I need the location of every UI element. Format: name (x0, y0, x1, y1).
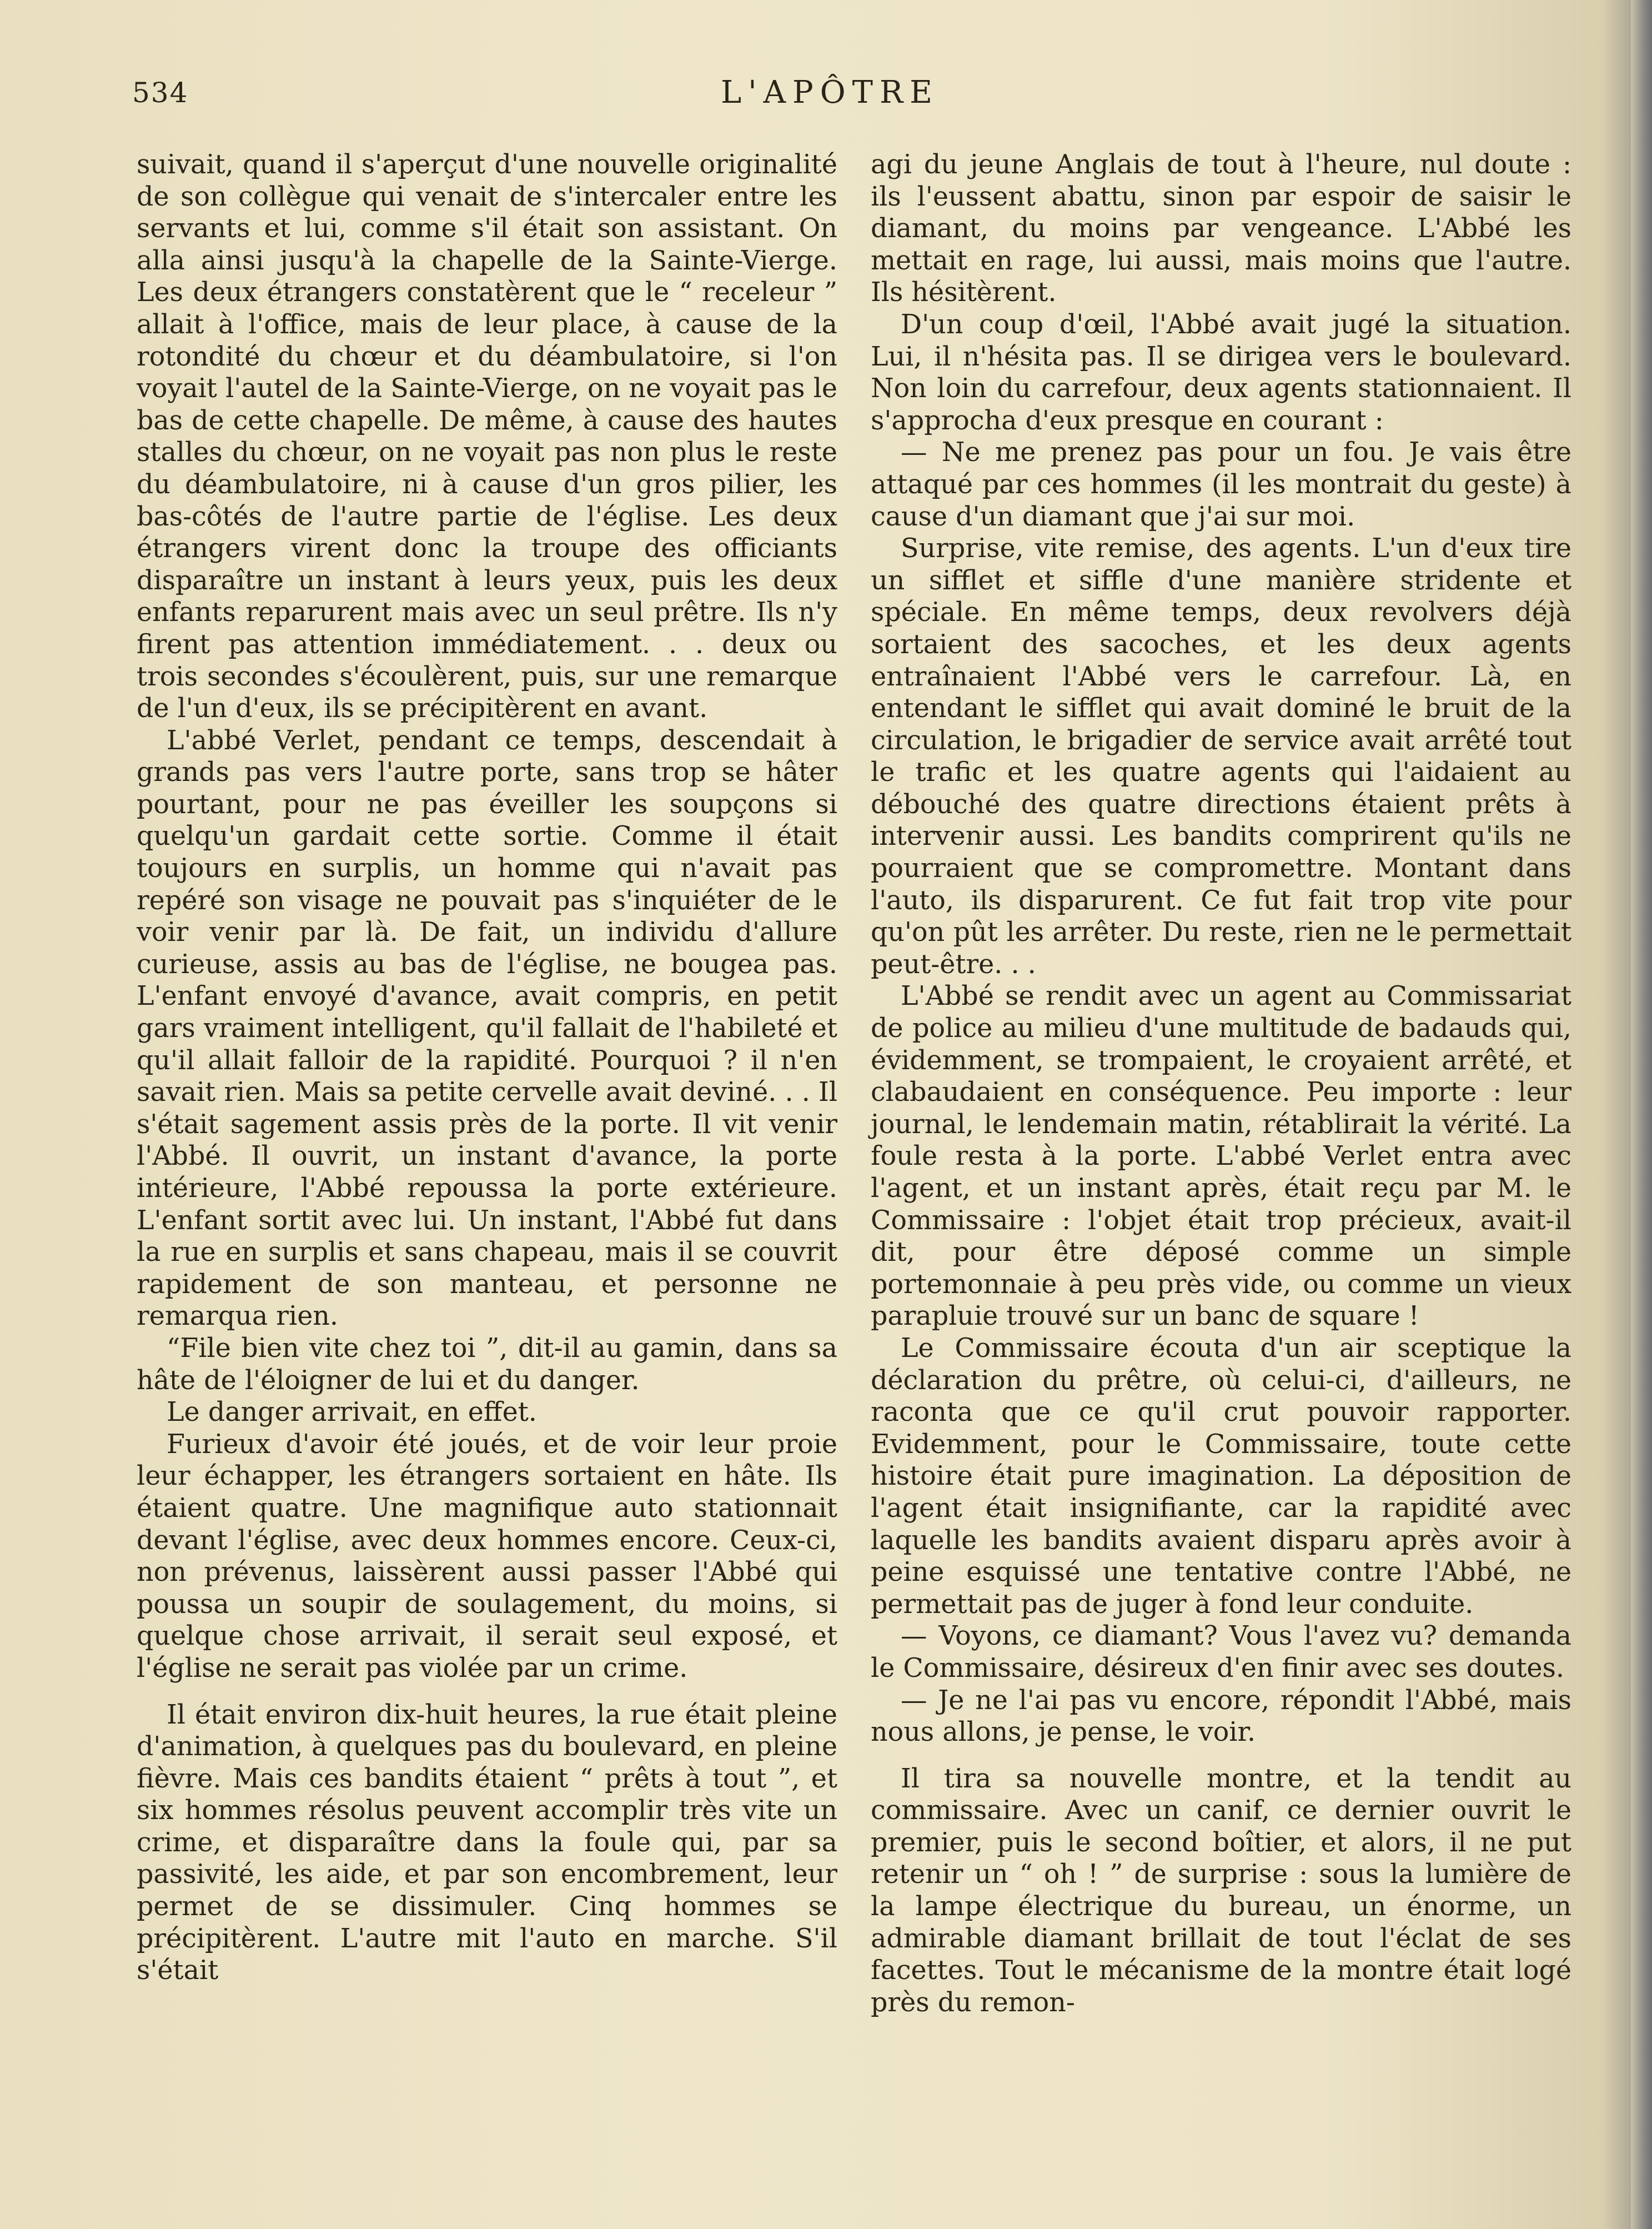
running-header (132, 72, 1554, 117)
paragraph: — Ne me prenez pas pour un fou. Je vais être attaqué par ces hommes (il les montrait du geste) à cause d'un diamant que j'ai sur moi. (871, 437, 1571, 532)
page-edge-shadow (1631, 0, 1652, 2229)
paragraph: D'un coup d'œil, l'Abbé avait jugé la situation. Lui, il n'hésita pas. Il se dirigea vers le boulevard. Non loin du carrefour, deux agents stationnaient. Il s'approcha d'eux presque en courant : (871, 309, 1571, 436)
paragraph: L'abbé Verlet, pendant ce temps, descendait à grands pas vers l'autre porte, sans trop se hâter pourtant, pour ne pas éveiller les soupçons si quelqu'un gardait cette sortie. Comme il était toujours en surplis, un homme qui n'avait pas repéré son visage ne pouvait pas s'inquiéter de le voir venir par là. De fait, un individu d'allure curieuse, assis au bas de l'église, ne bougea pas. L'enfant envoyé d'avance, avait compris, en petit gars vraiment intelligent, qu'il fallait de l'habileté et qu'il allait falloir de la rapidité. Pourquoi ? il n'en savait rien. Mais sa petite cervelle avait deviné. . . Il s'était sagement assis près de la porte. Il vit venir l'Abbé. Il ouvrit, un instant d'avance, la porte intérieure, l'Abbé repoussa la porte extérieure. L'enfant sortit avec lui. Un instant, l'Abbé fut dans la rue en surplis et sans chapeau, mais il se couvrit rapidement de son manteau, et personne ne remarqua rien. (137, 725, 837, 1332)
paragraph: Surprise, vite remise, des agents. L'un d'eux tire un sifflet et siffle d'une manière stridente et spéciale. En même temps, deux revolvers déjà sortaient des sacoches, et les deux agents entraînaient l'Abbé vers le carrefour. Là, en entendant le sifflet qui avait dominé le bruit de la circulation, le brigadier de service avait arrêté tout le trafic et les quatre agents qui l'aidaient au débouché des quatre directions étaient prêts à intervenir aussi. Les bandits comprirent qu'ils ne pourraient que se compromettre. Montant dans l'auto, ils disparurent. Ce fut fait trop vite pour qu'on pût les arrêter. Du reste, rien ne le permettait peut-être. . . (871, 533, 1571, 980)
right-column (871, 149, 1571, 2018)
paragraph: Furieux d'avoir été joués, et de voir leur proie leur échapper, les étrangers sortaient en hâte. Ils étaient quatre. Une magnifique auto stationnait devant l'église, avec deux hommes encore. Ceux-ci, non prévenus, laissèrent aussi passer l'Abbé qui poussa un soupir de soulagement, du moins, si quelque chose arrivait, il serait seul exposé, et l'église ne serait pas violée par un crime. (137, 1429, 837, 1684)
paragraph: “File bien vite chez toi ”, dit-il au gamin, dans sa hâte de l'éloigner de lui et du danger. (137, 1333, 837, 1396)
paragraph: — Voyons, ce diamant? Vous l'avez vu? demanda le Commissaire, désireux d'en finir avec ses doutes. (871, 1621, 1571, 1684)
paragraph: Le danger arrivait, en effet. (167, 1397, 537, 1428)
paragraph: Il tira sa nouvelle montre, et la tendit au commissaire. Avec un canif, ce dernier ouvrit le premier, puis le second boîtier, et alors, il ne put retenir un “ oh ! ” de surprise : sous la lumière de la lampe électrique du bureau, un énorme, un admirable diamant brillait de tout l'éclat de ses facettes. Tout le mécanisme de la montre était logé près du remon- (871, 1763, 1571, 2018)
paragraph: suivait, quand il s'aperçut d'une nouvelle originalité de son collègue qui venait de s'intercaler entre les servants et lui, comme s'il était son assistant. On alla ainsi jusqu'à la chapelle de la Sainte-Vierge. Les deux étrangers constatèrent que le “ receleur ” allait à l'office, mais de leur place, à cause de la rotondité du chœur et du déambulatoire, si l'on voyait l'autel de la Sainte-Vierge, on ne voyait pas le bas de cette chapelle. De même, à cause des hautes stalles du chœur, on ne voyait pas non plus le reste du déambulatoire, ni à cause d'un gros pilier, les bas-côtés de l'autre partie de l'église. Les deux étrangers virent donc la troupe des officiants disparaître un instant à leurs yeux, puis les deux enfants reparurent mais avec un seul prêtre. Ils n'y firent pas attention immédiatement. . . deux ou trois secondes s'écoulèrent, puis, sur une remarque de l'un d'eux, ils se précipitèrent en avant. (137, 149, 837, 724)
left-column (137, 149, 837, 1987)
paragraph: Il était environ dix-huit heures, la rue était pleine d'animation, à quelques pas du boulevard, en pleine fièvre. Mais ces bandits étaient “ prêts à tout ”, et six hommes résolus peuvent accomplir très vite un crime, et disparaître dans la foule qui, par sa passivité, les aide, et par son encombrement, leur permet de se dissimuler. Cinq hommes se précipitèrent. L'autre mit l'auto en marche. S'il s'était (137, 1699, 837, 1986)
paragraph: L'Abbé se rendit avec un agent au Commissariat de police au milieu d'une multitude de badauds qui, évidemment, se trompaient, le croyaient arrêté, et clabaudaient en conséquence. Peu importe : leur journal, le lendemain matin, rétablirait la vérité. La foule resta à la porte. L'abbé Verlet entra avec l'agent, et un instant après, était reçu par M. le Commissaire : l'objet était trop précieux, avait-il dit, pour être déposé comme un simple portemonnaie à peu près vide, ou comme un vieux parapluie trouvé sur un banc de square ! (871, 981, 1571, 1332)
paragraph: agi du jeune Anglais de tout à l'heure, nul doute : ils l'eussent abattu, sinon par espoir de saisir le diamant, du moins par vengeance. L'Abbé les mettait en rage, lui aussi, mais moins que l'autre. Ils hésitèrent. (871, 149, 1571, 308)
running-title: L'APÔTRE (721, 74, 940, 111)
paragraph: Le Commissaire écouta d'un air sceptique la déclaration du prêtre, où celui-ci, d'ailleurs, ne raconta que ce qu'il crut pouvoir rapporter. Evidemment, pour le Commissaire, toute cette histoire était pure imagination. La déposition de l'agent était insignifiante, car la rapidité avec laquelle les bandits avaient disparu après avoir à peine esquissé une tentative contre l'Abbé, ne permettait pas de juger à fond leur conduite. (871, 1333, 1571, 1620)
page-number: 534 (132, 77, 189, 109)
paragraph: — Je ne l'ai pas vu encore, répondit l'Abbé, mais nous allons, je pense, le voir. (871, 1685, 1571, 1748)
